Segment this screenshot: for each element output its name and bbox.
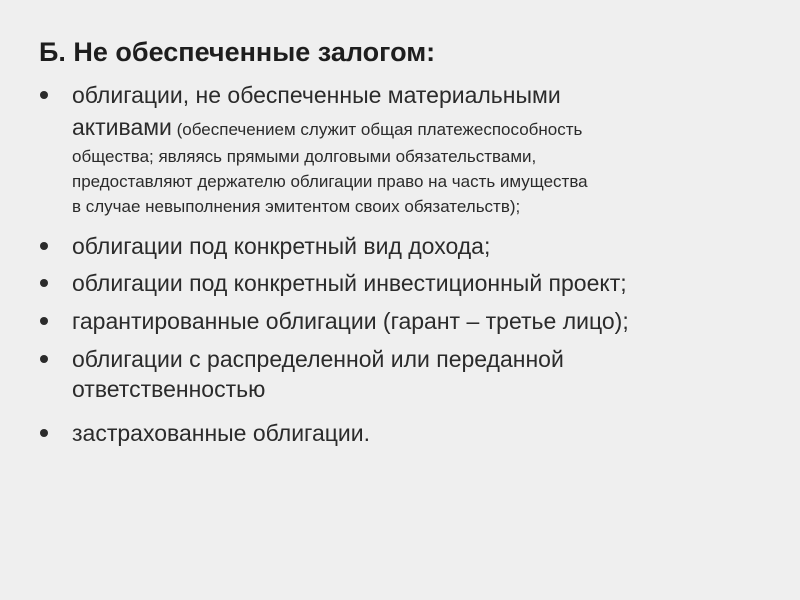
list-item-line: облигации с распределенной или переданной [72, 346, 564, 372]
list-item-main: активами [72, 114, 172, 140]
list-item-text: гарантированные облигации (гарант – третье лицо); [72, 308, 629, 334]
list-item-note: (обеспечением служит общая платежеспособность [171, 120, 583, 139]
bullet-icon [40, 279, 48, 287]
list-item-notes [72, 144, 588, 219]
bullet-icon [40, 317, 48, 325]
list-item-note-line: общества; являясь прямыми долговыми обязательствами, [72, 147, 537, 166]
list-item-text [72, 344, 564, 404]
list-item-text: облигации под конкретный инвестиционный проект; [72, 270, 627, 296]
bullet-icon [40, 91, 48, 99]
list-item-line [72, 112, 588, 145]
list-item-line: ответственностью [72, 376, 266, 402]
bullet-icon [40, 242, 48, 250]
list-item-note-line: в случае невыполнения эмитентом своих обязательств); [72, 197, 521, 216]
list-item-note-line: предоставляют держателю облигации право на часть имущества [72, 172, 588, 191]
list-item-text [72, 80, 588, 219]
bullet-icon [40, 355, 48, 363]
list-item-text: облигации под конкретный вид дохода; [72, 233, 491, 259]
list-item-text: застрахованные облигации. [72, 420, 370, 446]
list-item-line: облигации, не обеспеченные материальными [72, 82, 561, 108]
bullet-icon [40, 429, 48, 437]
slide-title: Б. Не обеспеченные залогом: [39, 37, 436, 67]
